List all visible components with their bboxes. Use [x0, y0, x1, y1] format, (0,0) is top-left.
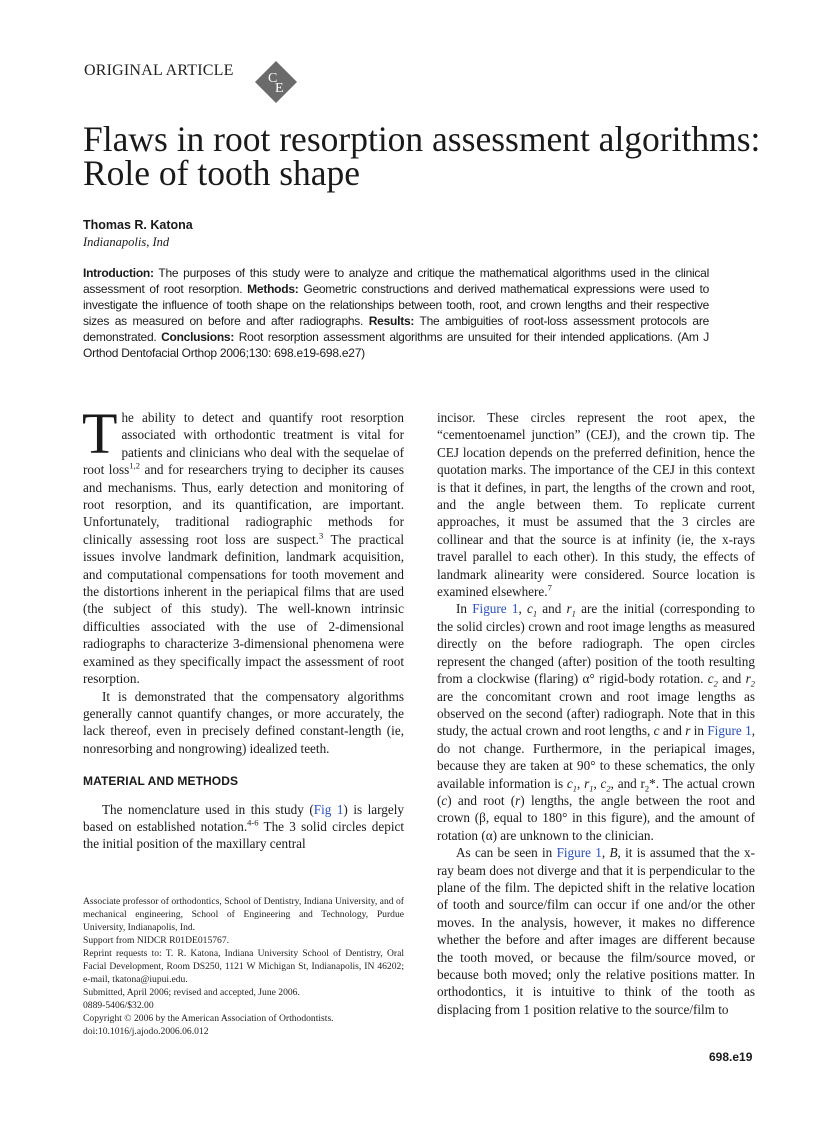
methods-paragraph-1-cont	[437, 409, 755, 600]
footnote-reprint: Reprint requests to: T. R. Katona, Indiana University School of Dentistry, Oral Facial Development, Room DS250, 1121 W Michigan St, Indianapolis, IN 46202; e-mail, tkatona@iupui.edu.	[83, 948, 404, 985]
text-run: are the initial (corresponding to the solid circles) crown and root image lengths as measured directly on the before radiograph. The open circles represent the changed (after) position of the tooth resulting from a clockwise (flaring) α° rigid-body rotation.	[437, 601, 755, 687]
footnote-support: Support from NIDCR R01DE015767.	[83, 935, 230, 946]
page-number: 698.e19	[709, 1050, 753, 1064]
citation-ref[interactable]: 1,2	[129, 460, 140, 471]
intro-paragraph-2	[83, 688, 404, 758]
text-run: incisor. These circles represent the root apex, the “cementoenamel junction” (CEJ), and the crown tip. The CEJ location depends on the preferred definition, hence the quotation marks. The importance of the CEJ in this context is that it defines, in part, the lengths of the crown and root, and the angle between them. To replicate current approaches, it must be assumed that the 3 circles are collinear and that the source is at infinity (ie, the x-rays travel parallel to each other). In this study, the effects of landmark alinearity were considered. Source location is examined elsewhere.	[437, 410, 755, 600]
footnote-dates: Submitted, April 2006; revised and accepted, June 2006.	[83, 987, 300, 998]
section-label: ORIGINAL ARTICLE	[84, 62, 234, 79]
footnote-affiliation: Associate professor of orthodontics, School of Dentistry, Indiana University, and of mechanical engineering, School of Engineering and Technology, Purdue University, Indianapolis, Ind.	[83, 896, 404, 933]
text-run: 2	[644, 783, 650, 794]
text-run: , and r	[610, 775, 645, 791]
text-run: r	[584, 775, 590, 791]
text-run: In	[456, 601, 473, 617]
abstract-conclusions-label: Conclusions:	[161, 330, 235, 344]
figure-link[interactable]: Figure 1	[556, 845, 602, 861]
right-column	[437, 409, 755, 1018]
text-run: The nomenclature used in this study (	[102, 801, 314, 817]
text-run: The practical issues involve landmark definition, landmark acquisition, and computational compensations for tooth movement and the distortions inherent in the periapical films that are used (the subject of this study). The well-known intrinsic difficulties associated with the use of 2-dimensional radiographs to characterize 3-dimensional phenomena were examined as they specifically impact the assessment of root resorption.	[83, 531, 405, 687]
text-run: 1	[571, 609, 576, 620]
abstract-methods: Geometric constructions and derived mathematical expressions were used to investigate the influence of tooth shape on the relationships between tooth, root, and crown lengths and their respective sizes as measured on before and after radiographs.	[83, 282, 709, 328]
text-run: *. The actual crown (	[437, 775, 756, 808]
text-run: in	[690, 723, 708, 739]
author-affiliation: Indianapolis, Ind	[83, 235, 170, 249]
text-run: ,	[593, 775, 601, 791]
text-run: ,	[518, 601, 527, 617]
figure-link[interactable]: Figure 1	[707, 723, 752, 739]
methods-paragraph-3	[437, 844, 755, 1018]
text-run: , it is assumed that the x-ray beam does not diverge and that it is perpendicular to the plane of the film. The depicted shift in the relative location of tooth and source/film can occur if one and/or the other moves. In the analysis, however, it makes no difference whether the before and after images are different because the tooth moved, or because the film/source moved, or because both moved; only the relative positions matter. In orthodontics, it is intuitive to think of the tooth as displacing from 1 position relative to the source/film to	[437, 845, 756, 1017]
text-run: are the concomitant crown and root image lengths as observed on the second (after) radiograph. Note that in this study, the actual crown and root lengths,	[437, 688, 755, 739]
abstract-conclusions: Root resorption assessment algorithms are unsuited for their intended applications. (Am J Orthod Dentofacial Orthop 2006;130: 698.e19-698.e27)	[83, 330, 710, 360]
text-run: and	[537, 601, 567, 617]
ce-badge-icon	[254, 60, 298, 104]
text-run: ) and root (	[447, 792, 516, 808]
text-run: 2	[713, 678, 718, 689]
text-run: As can be seen in	[456, 845, 557, 861]
methods-paragraph-2	[437, 600, 755, 844]
text-run: c	[566, 775, 573, 791]
citation-ref[interactable]: 4-6	[247, 817, 259, 828]
text-run: c	[600, 775, 607, 791]
text-run: and for researchers trying to decipher its causes and mechanisms. Thus, early detection and monitoring of root resorption, and its quantification, are important. Unfortunately, traditional radiographic methods for clinically assessing root loss are suspect.	[83, 462, 405, 547]
left-column	[82, 401, 405, 853]
text-run: c	[707, 671, 714, 687]
citation-ref[interactable]: 3	[318, 530, 324, 541]
citation-ref[interactable]: 7	[547, 582, 552, 593]
methods-paragraph-1	[83, 801, 404, 853]
text-run: B	[609, 845, 618, 861]
svg-text:E: E	[275, 81, 284, 96]
text-run: and	[659, 723, 686, 739]
text-run: The 3 solid circles depict the initial position of the maxillary central	[83, 818, 405, 852]
footnote-issn: 0889-5406/$32.00	[83, 1000, 154, 1011]
intro-paragraph-1	[82, 401, 405, 688]
text-run: ,	[601, 845, 610, 861]
abstract	[83, 265, 709, 361]
text-run: , do not change. Furthermore, in the periapical images, because they are taken at 90° to these schematics, the only available information is	[437, 723, 755, 791]
text-run: r	[515, 792, 521, 808]
svg-text:C: C	[268, 71, 278, 86]
section-heading-methods: MATERIAL AND METHODS	[83, 774, 239, 789]
text-run: c	[526, 601, 533, 617]
text-run: It is demonstrated that the compensatory algorithms generally cannot quantify changes, or more accurately, the lack thereof, even in precisely defined constant-length (ie, nonresorbing and nongrowing) idealized teeth.	[83, 688, 404, 756]
author-name: Thomas R. Katona	[83, 218, 193, 232]
abstract-results: The ambiguities of root-loss assessment protocols are demonstrated.	[83, 314, 709, 344]
footnote-copyright: Copyright © 2006 by the American Association of Orthodontists.	[83, 1013, 334, 1024]
article-title	[83, 119, 783, 193]
text-run: 1	[589, 783, 594, 794]
text-run: he ability to detect and quantify root resorption associated with orthodontic treatment is vital for patients and clinicians who deal with the sequelae of root loss	[83, 410, 404, 478]
text-run: 1	[572, 783, 578, 794]
text-run: 2	[750, 678, 756, 689]
text-run: ) is largely based on established notation.	[83, 801, 404, 834]
text-run: and	[717, 671, 746, 687]
text-run: 2	[606, 783, 611, 794]
text-run: c	[653, 723, 660, 739]
footnote-doi: doi:10.1016/j.ajodo.2006.06.012	[83, 1026, 209, 1037]
figure-link[interactable]: Figure 1	[472, 601, 519, 617]
text-run: r	[745, 671, 751, 687]
abstract-intro: The purposes of this study were to analyze and critique the mathematical algorithms used in the clinical assessment of root resorption.	[83, 266, 709, 296]
text-run: r	[566, 601, 572, 617]
text-run: ) lengths, the angle between the root and crown (β, equal to 180° in this figure), and the amount of rotation (α) are unknown to the clinician.	[437, 792, 755, 843]
figure-link[interactable]: Fig 1	[313, 801, 344, 817]
title-line-1: Flaws in root resorption assessment algorithms:	[83, 119, 761, 159]
title-line-2: Role of tooth shape	[83, 153, 361, 193]
abstract-methods-label: Methods:	[247, 282, 299, 296]
footnotes	[83, 895, 404, 1038]
text-run: r	[685, 723, 691, 739]
text-run: c	[441, 792, 448, 808]
text-run: ,	[577, 775, 585, 791]
abstract-intro-label: Introduction:	[83, 266, 154, 280]
text-run: 1	[532, 609, 538, 620]
abstract-results-label: Results:	[368, 314, 415, 328]
drop-cap: T	[82, 401, 118, 466]
